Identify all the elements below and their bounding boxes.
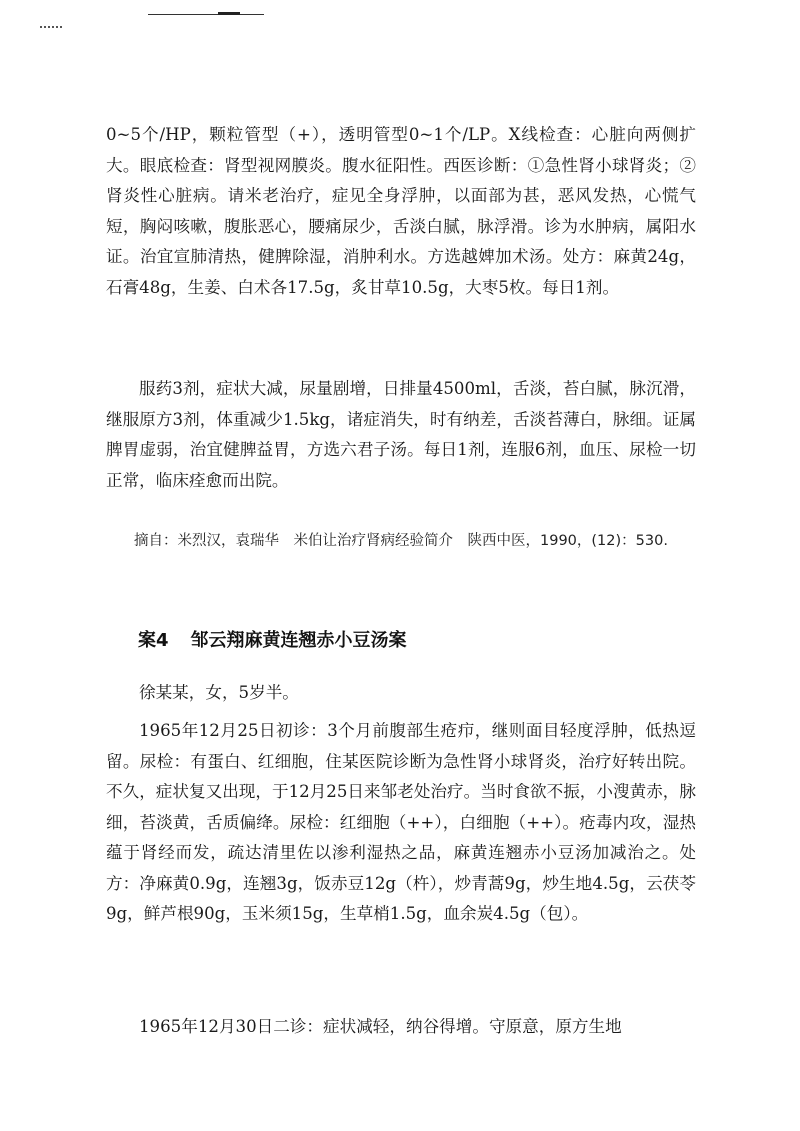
paragraph-continued: 0~5个/HP，颗粒管型（+），透明管型0~1个/LP。X线检查：心脏向两侧扩大。眼底检查：肾型视网膜炎。腹水征阳性。西医诊断：①急性肾小球肾炎；②肾炎性心脏病。请米老治疗，症见全身浮肿，以面部为甚，恶风发热，心慌气短，胸闷咳嗽，腹胀恶心，腰痛尿少，舌淡白腻，脉浮滑。诊为水肿病，属阳水证。治宜宣肺清热，健脾除湿，消肿利水。方选越婢加术汤。处方：麻黄24g，石膏48g，生姜、白术各17.5g，炙甘草10.5g，大枣5枚。每日1剂。 — [106, 125, 696, 297]
case-heading — [138, 626, 407, 656]
paragraph-second-visit: 1965年12月30日二诊：症状减轻，纳谷得增。守原意，原方生地 — [139, 1017, 622, 1036]
header-rule-mark — [218, 12, 240, 15]
paragraph-patient-info: 徐某某，女，5岁半。 — [139, 683, 299, 702]
paragraph-first-visit: 1965年12月25日初诊：3个月前腹部生疮疖，继则面目轻度浮肿，低热逗留。尿检：有蛋白、红细胞，住某医院诊断为急性肾小球肾炎，治疗好转出院。不久，症状复又出现，于12月25日来邹老处治疗。当时食欲不振，小溲黄赤，脉细，苔淡黄，舌质偏绛。尿检：红细胞（++），白细胞（++）。疮毒内攻，湿热蕴于肾经而发，疏达清里佐以渗利湿热之品，麻黄连翘赤小豆汤加减治之。处方：净麻黄0.9g，连翘3g，饭赤豆12g（杵），炒青蒿9g，炒生地4.5g，云茯苓9g，鲜芦根90g，玉米须15g，生草梢1.5g，血余炭4.5g（包）。 — [106, 721, 696, 923]
header-rule — [148, 14, 264, 15]
case-title: 邹云翔麻黄连翘赤小豆汤案 — [190, 630, 407, 651]
citation: 摘自：米烈汉，袁瑞华 米伯让治疗肾病经验简介 陕西中医，1990，(12)：530. — [134, 533, 668, 549]
corner-mark — [40, 26, 62, 28]
case-number: 案4 — [138, 630, 169, 651]
paragraph-treatment-result: 服药3剂，症状大减，尿量剧增，日排量4500ml，舌淡，苔白腻，脉沉滑，继服原方3剂，体重减少1.5kg，诸症消失，时有纳差，舌淡苔薄白，脉细。证属脾胃虚弱，治宜健脾益胃，方选六君子汤。每日1剂，连服6剂，血压、尿检一切正常，临床痊愈而出院。 — [106, 379, 696, 490]
